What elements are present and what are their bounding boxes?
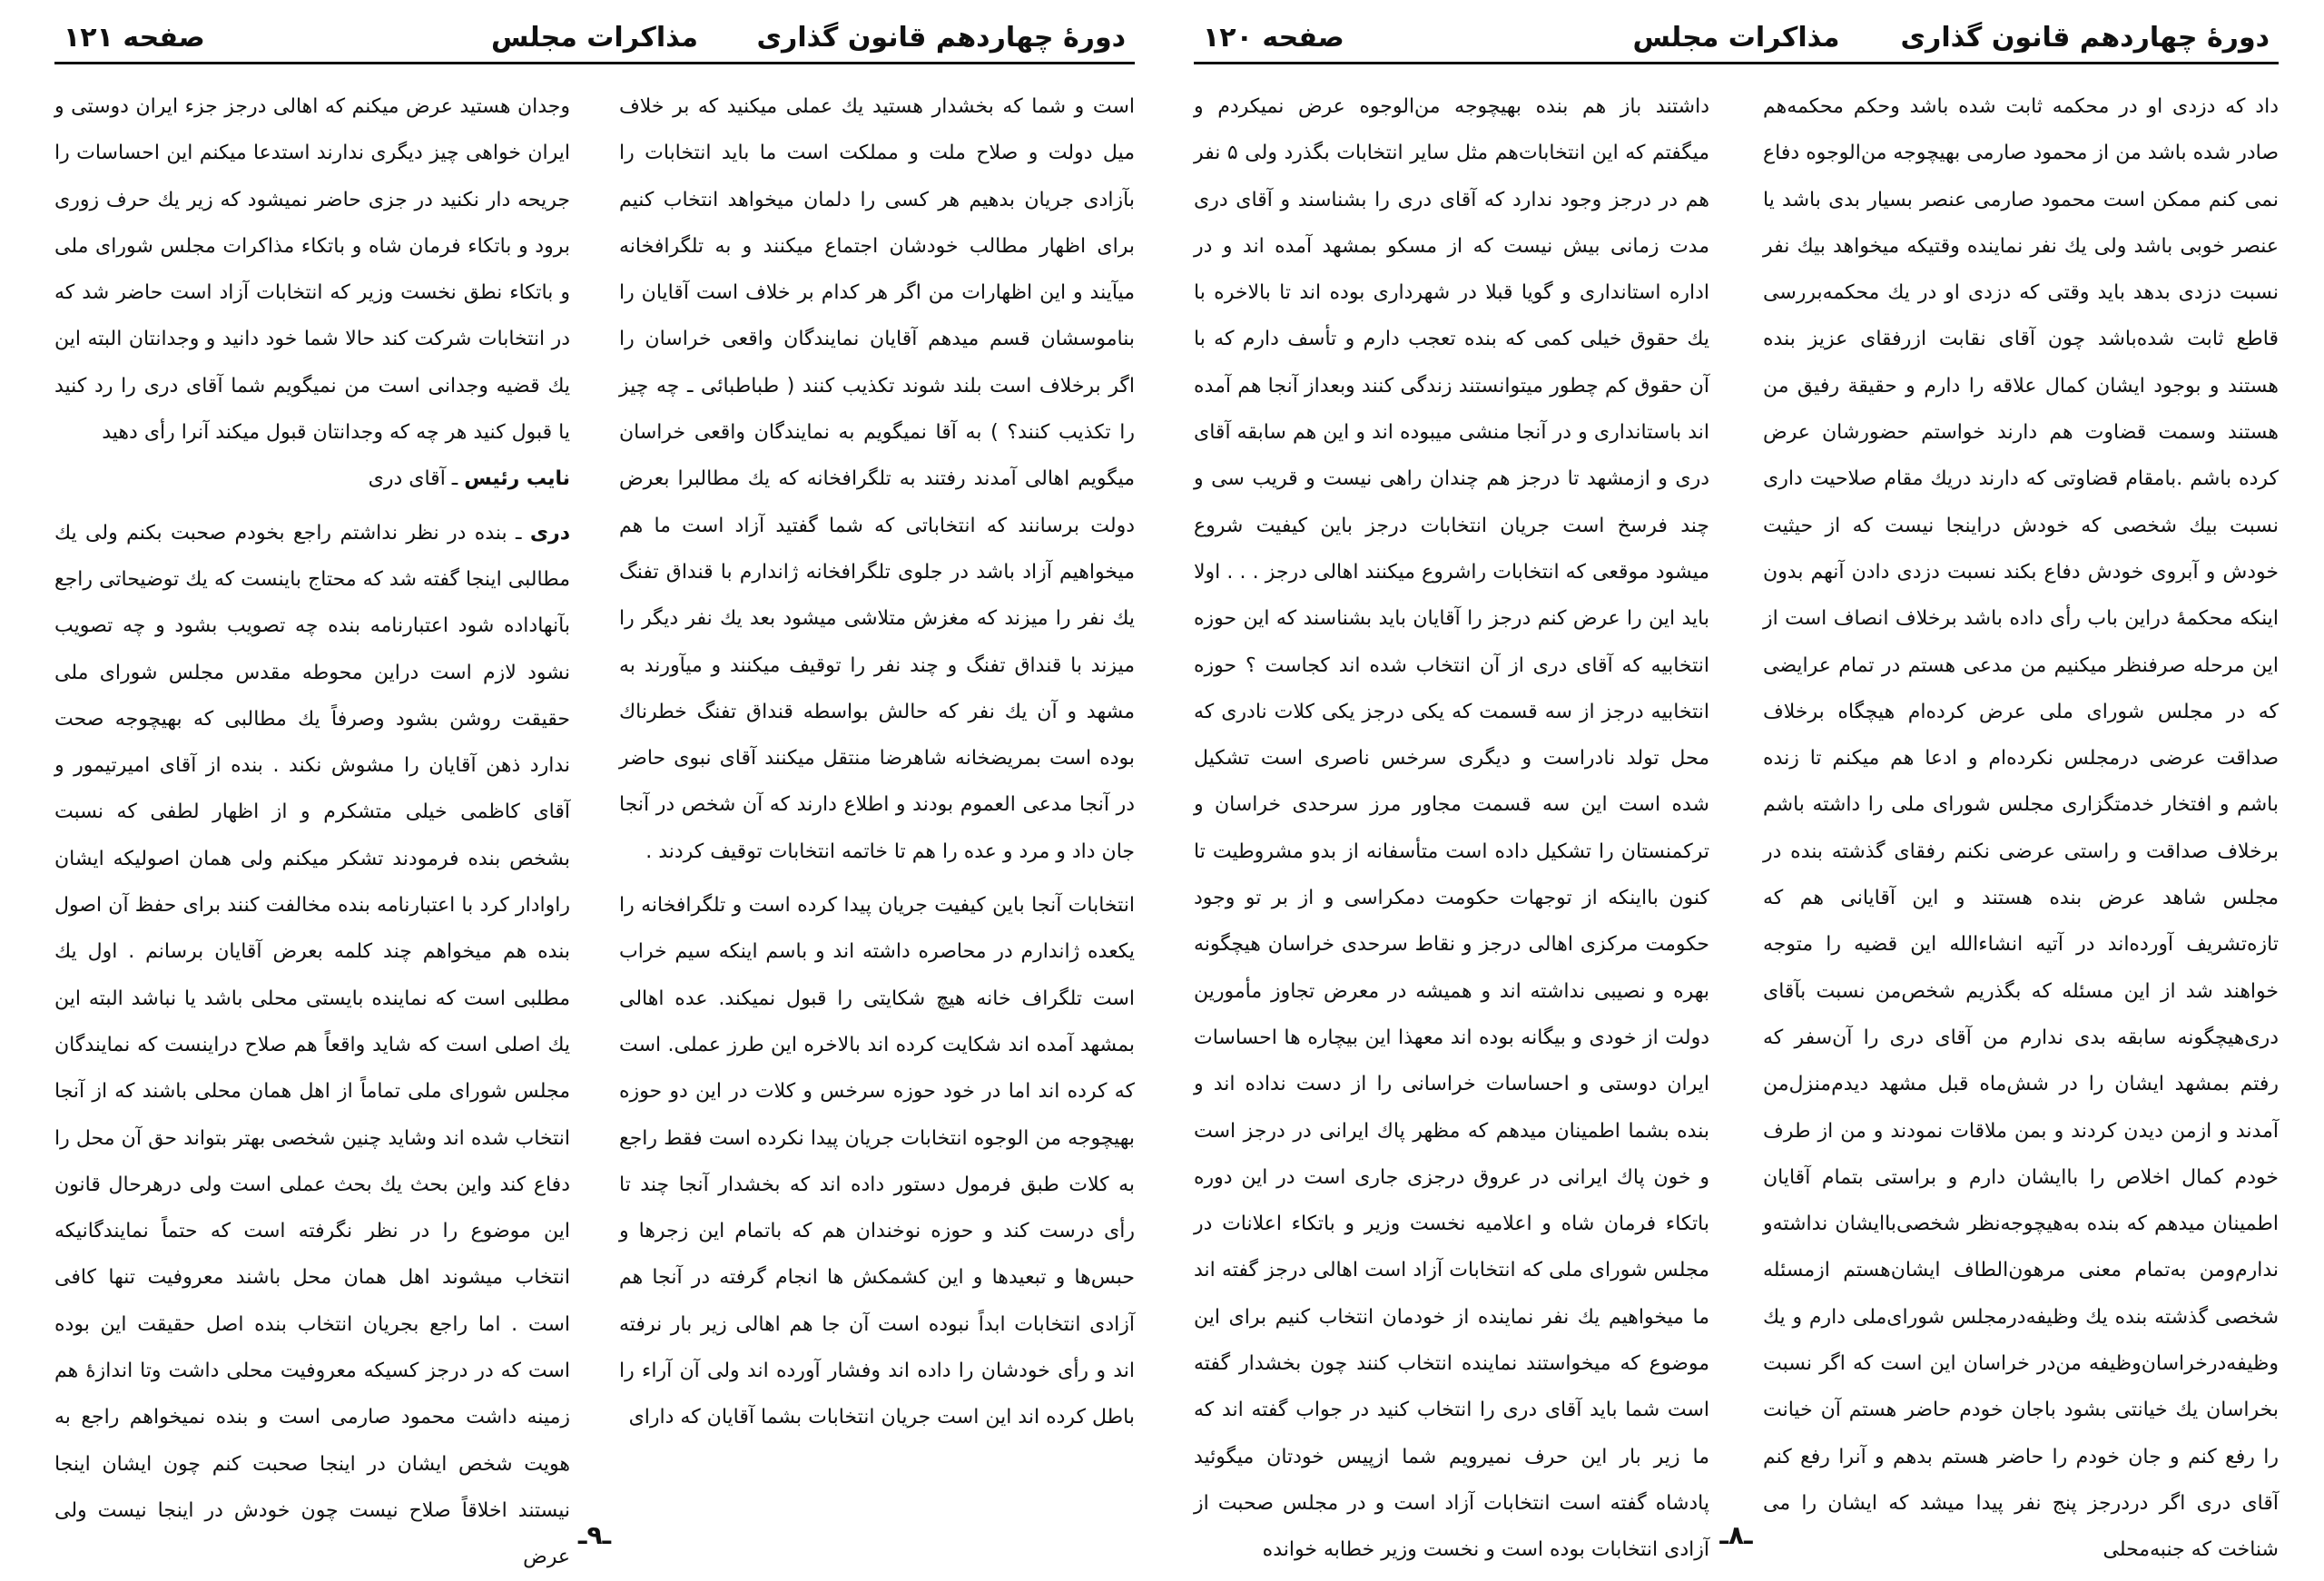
page-header [54,16,1135,64]
paragraph: انتخابات آنجا باین کیفیت جریان پیدا کرده است و تلگرافخانه را یکعده ژاندارم در محاصره داشته اند و باسم اینکه سیم خراب است تلگراف خانه هیچ شکایتی را قبول نمیکند. عده اهالی بمشهد آمده اند شکایت کرده اند بالاخره این طرز عملی. است که کرده اند اما در خود حوزه سرخس و کلات در این دو حوزه بهیچوجه من الوجوه انتخابات جریان پیدا نکرده است فقط راجع به کلات طبق فرمول دستور داده اند که بخشدار آنجا چند تا رأی درست کند و حوزه نوخندان هم که باتمام این زجرها و حبس‌ها و تبعیدها و این کشمکش ها انجام گرفته در آنجا هم آزادی انتخابات ابداً نبوده است آن جا هم اهالی زیر بار نرفته اند و رأی خودشان را داده اند وفشار آورده اند ولی آن آراء را باطل کرده اند این است جریان انتخابات بشما آقایان که دارای [619,894,1135,1429]
term-title: دورهٔ چهاردهم قانون گذاری [1900,22,2270,54]
paragraph: است و شما که بخشدار هستید یك عملی میکنید که بر خلاف میل دولت و صلاح ملت و مملکت است ما باید انتخابات را بآزادی جریان بدهیم هر کسی را دلمان میخواهد انتخاب کنیم برای اظهار مطالب خودشان اجتماع میکنند و به تلگرافخانه میآیند و این اظهارات من اگر هر کدام بر خلاف است آقایان را بناموسشان قسم میدهم آقایان نمایندگان واقعی خراسان را اگر برخلاف است بلند شوند تکذیب کنند ( طباطبائی ـ چه چیز را تکذیب کنند؟ ) به آقا نمیگویم به نمایندگان واقعی خراسان میگویم اهالی آمدند رفتند به تلگرافخانه که یك مطالبرا بعرض دولت برسانند که انتخاباتی که شما گفتید آزاد است ما هم میخواهیم آزاد باشد در جلوی تلگرافخانه ژاندارم با قنداق تفنگ یك نفر را میزند که مغزش متلاشی میشود بعد یك نفر دیگر را میزند با قنداق تفنگ و چند نفر را توقیف میکنند و میآورند به مشهد و آن یك نفر که حالش بواسطه قنداق تفنگ خطرناك بوده است بمریضخانه شاهرضا منتقل میکنند آقای نبوی حاضر در آنجا مدعی العموم بودند و اطلاع دارند که آن شخص در آنجا جان داد و مرد و عده‌ را هم تا خاتمه انتخابات توقیف کردند . [619,95,1135,863]
section-title: مذاکرات مجلس [490,22,699,54]
speaker-call: ـ آقای دری [368,467,458,491]
page-number: ـ۸ـ [1719,1520,1753,1550]
text-column-left [1194,83,1709,1562]
speaker-dori: دری [529,521,570,545]
page-label: صفحه ۱۲۱ [64,22,205,54]
text-column-left [54,83,570,1569]
section-title: مذاکرات مجلس [1632,22,1840,54]
text-column-right [1763,83,2279,1562]
text-column-right [619,83,1135,1499]
paragraph: وجدان هستید عرض میکنم که اهالی درجز جزء ایران دوستی و ایران خواهی چیز دیگری ندارند استدعا میکنم این احساسات را جریحه دار نکنید در جزی حاضر نمیشود که زیر یك حرف زوری برود و باتکاء فرمان شاه و باتکاء مذاکرات مجلس شورای ملی و باتکاء نطق نخست وزیر که انتخابات آزاد است حاضر شد که در انتخابات شرکت کند حالا شما خود دانید و وجدانتان البته این یك قضیه وجدانی است من نمیگویم شما آقای دری را رد کنید یا قبول کنید هر چه که وجدانتان قبول میکند آنرا رأی دهید [54,95,570,445]
speech-text: ـ بنده در نظر نداشتم راجع بخودم صحبت بکنم ولی یك مطالبی اینجا گفته شد که محتاج باینست که یك توضیحاتی راجع بآنهاداده شود اعتبارنامه بنده چه تصویب بشود و چه تصویب نشود لازم است دراین محوطه مقدس مجلس شورای ملی حقیقت روشن بشود وصرفاً یك مطالبی که بهیچوجه صحت ندارد ذهن آقایان را مشوش نکند . بنده از آقای امیرتیمور و آقای کاظمی خیلی متشکرم و از اظهار لطفی که نسبت بشخص بنده فرمودند تشکر میکنم ولی همان اصولیکه ایشان راوادار کرد با اعتبارنامه بنده مخالفت کنند برای حفظ آن اصول بنده هم میخواهم چند کلمه بعرض آقایان برسانم . اول یك مطلبی است که نماینده بایستی محلی باشد یا نباشد البته این یك اصلی است که شاید واقعاً هم صلاح دراینست که نمایندگان مجلس شورای ملی تماماً از اهل همان محلی باشند که از آنجا انتخاب شده اند وشاید چنین شخصی بهتر بتواند حق آن محل را دفاع کند واین بحث یك بحث عملی است ولی درهرحال قانون این موضوع را در نظر نگرفته است که حتماً نمایندگانیکه انتخاب میشوند اهل همان محل باشند معروفیت تنها کافی است . اما راجع بجریان انتخاب بنده اصل حقیقت این بوده است که در درجز کسیکه معروفیت محلی داشت وتا اندازهٔ هم زمینه داشت محمود صارمی است و بنده نمیخواهم راجع به هویت شخص ایشان در اینجا صحبت کنم چون ایشان اینجا نیستند اخلاقاً صلاح نیست چون خودش در اینجا نیست ولی عرض [54,521,570,1569]
page-121 [54,0,1135,1569]
term-title: دورهٔ چهاردهم قانون گذاری [756,22,1126,54]
page-120 [1194,0,2279,1566]
page-number: ـ۹ـ [577,1520,612,1550]
speaker-vice-president: نایب رئیس [464,467,570,491]
paragraph: داشتند باز هم بنده بهیچوجه من‌الوجوه عرض نمیکردم و میگفتم که این انتخابات‌هم مثل سایر انتخابات بگذرد ولی ۵ نفر هم در درجز وجود ندارد که آقای دری را بشناسند و آقای دری مدت زمانی بیش نیست که از مسکو بمشهد آمده اند و در اداره استانداری و گویا قبلا در شهرداری بوده اند تا بالاخره با یك حقوق خیلی کمی که بنده تعجب دارم و تأسف دارم که با آن حقوق کم چطور میتوانستند زندگی کنند وبعداز آنجا هم آمده اند باستانداری و در آنجا منشی میبوده اند و این هم سابقه آقای دری و ازمشهد تا درجز هم چندان راهی نیست و قریب سی و چند فرسخ است جریان انتخابات درجز باین کیفیت شروع میشود موقعی که انتخابات راشروع میکنند اهالی درجز . . . اولا باید این را عرض کنم درجز را آقایان باید بشناسند که این حوزه انتخابیه که آقای دری از آن انتخاب شده اند کجاست ؟ حوزه انتخابیه درجز از سه قسمت که یکی درجز یکی کلات نادری که محل تولد نادراست و دیگری سرخس ناصری است تشکیل شده است این سه قسمت مجاور مرز سرحدی خراسان و ترکمنستان را تشکیل داده است متأسفانه از بدو مشروطیت تا کنون بااینکه از توجهات حکومت دمکراسی و از بر تو وجود حکومت مرکزی اهالی درجز و نقاط سرحدی خراسان هیچگونه بهره و نصیبی نداشته اند و همیشه در معرض تجاوز مأمورین دولت از خودی و بیگانه بوده اند معهذا این بیچاره ها احساسات ایران دوستی و احساسات خراسانی را از دست نداده اند و بنده بشما اطمینان میدهم که مظهر پاك ایرانی در درجز است و خون پاك ایرانی در عروق درجزی جاری است در این دوره باتکاء فرمان شاه و اعلامیه نخست وزیر و باتکاء اعلانات در مجلس شورای ملی که انتخابات آزاد است اهالی درجز گفته اند ما میخواهیم یك نفر نماینده از خودمان انتخاب کنیم برای این موضوع که میخواستند نماینده انتخاب کنند چون بخشدار گفته است شما باید آقای دری را انتخاب کنید در جواب گفته اند که ما زیر بار این حرف نمیرویم شما ازپیس خودتان میگوئید پادشاه گفته است انتخابات آزاد است و در مجلس صحبت از آزادی انتخابات بوده است و نخست وزیر خطابه خوانده [1194,95,1709,1562]
page-label: صفحه ۱۲۰ [1203,22,1344,54]
speaker-line [54,456,570,502]
paragraph: داد که دزدی او در محکمه ثابت شده باشد وحکم محکمه‌هم صادر شده باشد من از محمود صارمی بهیچوجه من‌الوجوه دفاع نمی کنم ممکن است محمود صارمی عنصر بسیار بدی باشد یا عنصر خوبی باشد ولی یك نفر نماینده وقتیکه میخواهد بیك نفر نسبت دزدی بدهد باید وقتی که دزدی او در یك محکمه‌بررسی قاطع ثابت شده‌باشد چون آقای نقابت ازرفقای عزیز بنده هستند و بوجود ایشان کمال علاقه را دارم و حقیقة رفیق من هستند وسمت قضاوت هم دارند خواستم حضورشان عرض کرده باشم .بامقام قضاوتی که دارند دریك مقام صلاحیت داری نسبت بیك شخصی که خودش دراینجا نیست که از حیثیت خودش و آبروی خودش دفاع بکند نسبت دزدی دادن آنهم بدون اینکه محکمهٔ دراین باب رأی داده باشد برخلاف انصاف است از این مرحله صرفنظر میکنیم من مدعی هستم در تمام عرایضی که در مجلس شورای ملی عرض کرده‌ام هیچگاه برخلاف صداقت عرضی درمجلس نکرده‌ام و ادعا هم میکنم تا زنده باشم و افتخار خدمتگزاری مجلس شورای ملی را داشته باشم برخلاف صداقت و راستی عرضی نکنم رفقای گذشته بنده در مجلس شاهد عرض بنده هستند و این آقایانی هم که تازه‌تشریف آورده‌اند در آتیه انشاءالله این قضیه را متوجه خواهند شد از این مسئله که بگذریم شخص‌من نسبت بآقای دری‌هیچگونه سابقه بدی ندارم من آقای دری را آن‌سفر که رفتم بمشهد ایشان را در شش‌ماه قبل مشهد دیدم‌منزل‌من آمدند و ازمن دیدن کردند و بمن ملاقات نمودند و من از طرف خودم کمال اخلاص را باایشان دارم و براستی بتمام آقایان اطمینان میدهم که بنده به‌هیچوجه‌نظر شخصی‌باایشان نداشته‌و ندارم‌ومن به‌تمام معنی مرهون‌الطاف ایشان‌هستم از‌مسئله شخصی گذشته بنده یك وظیفه‌درمجلس شورای‌ملی دارم و یك وظیفه‌درخراسان‌وظیفه من‌در خراسان این است که اگر نسبت بخراسان یك خیانتی بشود باجان خودم حاضر هستم آن خیانت را رفع کنم و جان خودم را حاضر هستم بدهم و آنرا رفع کنم آقای دری اگر دردرجز پنج نفر پیدا میشد که ایشان را می شناخت که جنبه‌محلی [1763,95,2279,1562]
paragraph [54,510,570,1581]
page-header [1194,16,2279,64]
